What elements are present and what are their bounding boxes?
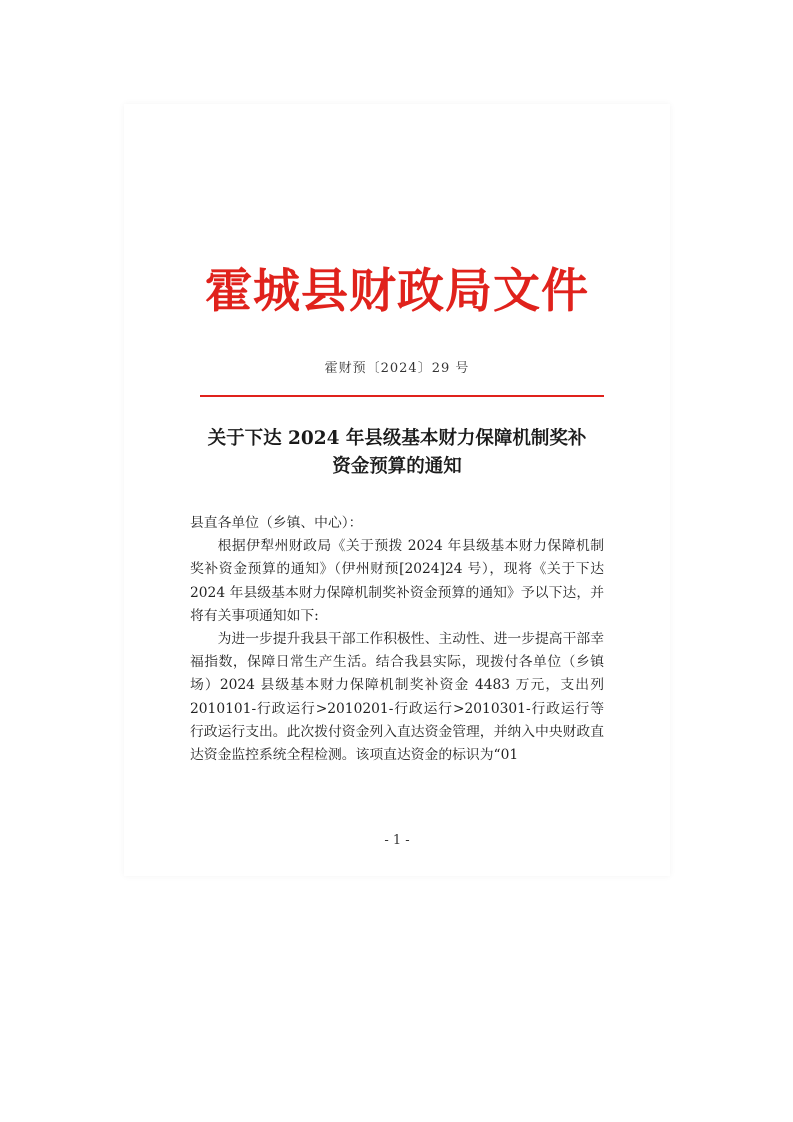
red-divider-line xyxy=(200,395,604,397)
document-number: 霍财预〔2024〕29 号 xyxy=(324,361,470,376)
paragraph-2: 为进一步提升我县干部工作积极性、主动性、进一步提高干部幸福指数，保障日常生产生活。结合我县实际，现拨付各单位（乡镇场）2024 县级基本财力保障机制奖补资金 4483 万元，支出列 2010101-行政运行>2010201-行政运行>2010301-行政运行等行政运行支出。此次拨付资金列入直达资金管理，并纳入中央财政直达资金监控系统全程检测。该项直达资金的标识为“01 xyxy=(190,631,604,764)
title-line-2: 资金预算的通知 xyxy=(332,456,462,477)
document-title xyxy=(160,425,634,481)
title-line-1: 关于下达 2024 年县级基本财力保障机制奖补 xyxy=(207,428,587,449)
masthead-title: 霍城县财政局文件 xyxy=(205,264,589,319)
paragraph-1: 根据伊犁州财政局《关于预拨 2024 年县级基本财力保障机制奖补资金预算的通知》（伊州财预[2024]24 号），现将《关于下达 2024 年县级基本财力保障机制奖补资金预算的通知》予以下达，并将有关事项通知如下: xyxy=(190,538,604,624)
salutation: 县直各单位（乡镇、中心）： xyxy=(190,515,363,531)
page-number: - 1 - xyxy=(384,833,410,848)
document-body xyxy=(190,512,604,767)
